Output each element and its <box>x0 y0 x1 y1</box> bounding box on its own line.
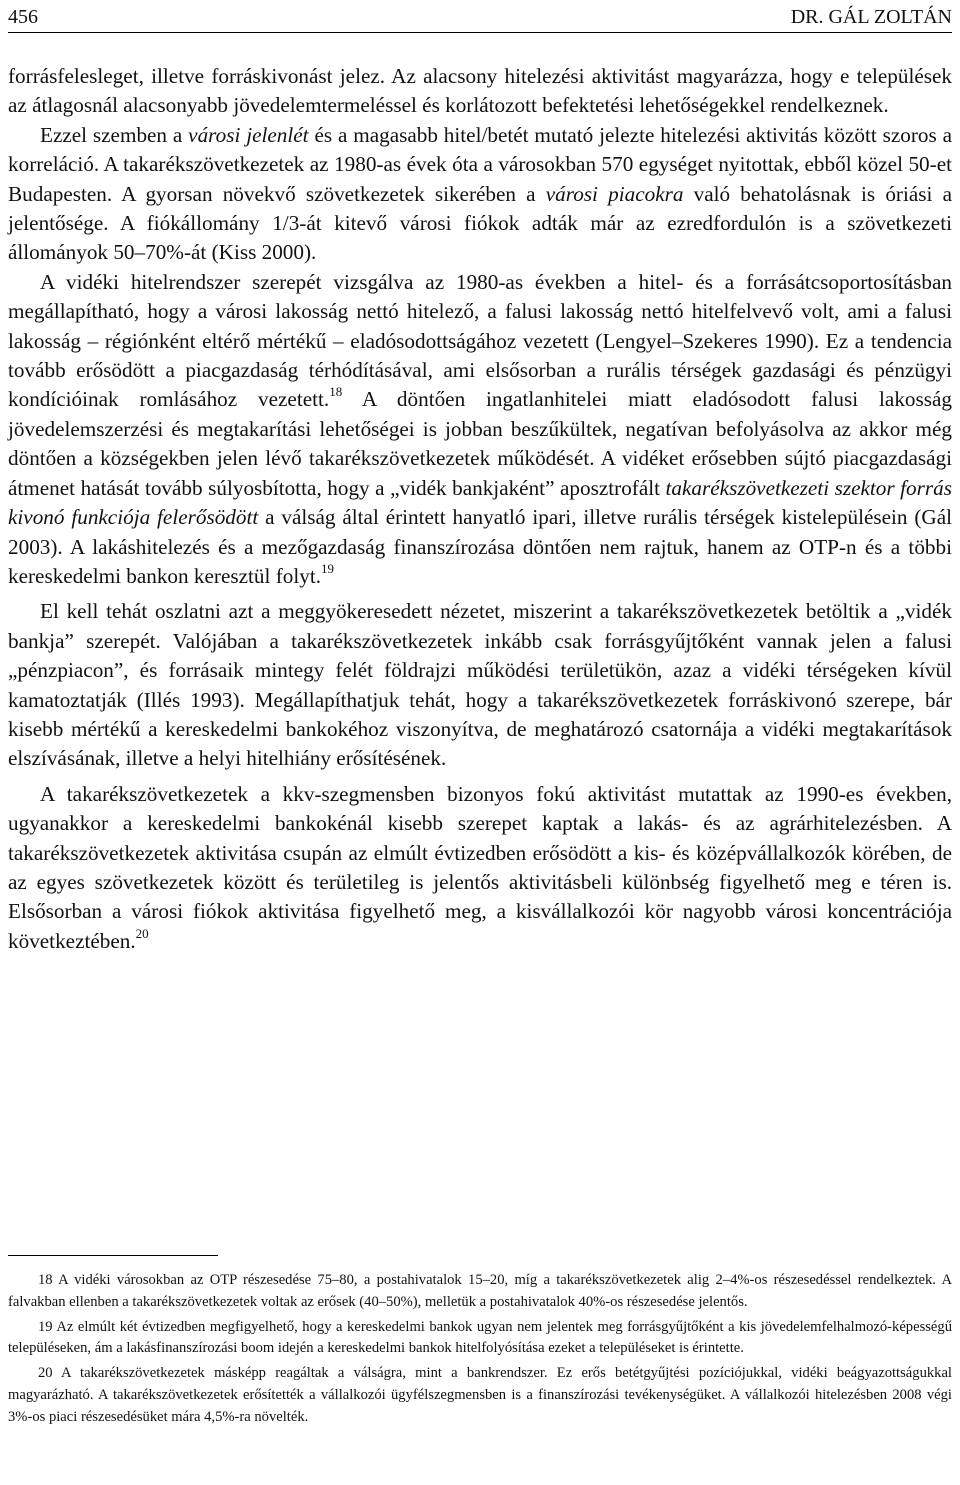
page-number: 456 <box>8 6 38 28</box>
paragraph-3-emphasis: takarékszövetkezeti szektor forrás kivonó funkciója felerősödött <box>8 475 952 530</box>
footnote-ref-20[interactable]: 20 <box>135 925 149 941</box>
footnote-20: 20 A takarékszövetkezetek másképp reagáltak a válságra, mint a bankrendszer. Ez erős betétgyűjtési pozíciójukkal, vidéki beágyazottságukkal magyarázható. A takarékszövetkezetek erősítették a vállalkozói ügyfélszegmensben is a finanszírozási tevékenységüket. A vállalkozói hitelezésben 2008 végi 3%-os piaci részesedésüket mára 4,5%-ra növelték. <box>8 1365 952 1425</box>
paragraph-2-text-b: és a magasabb hitel/betét mutató jelezte hitelezési aktivitás között szoros a korreláció. A takarékszövetkezetek az 1980-as évek óta a városokban 570 egységet nyitottak, ebből közel 50-et Budapesten. A gyorsan növekvő szövetkezetek sikerében a <box>8 122 952 206</box>
paragraph-4: El kell tehát oszlatni azt a meggyökeresedett nézetet, miszerint a takarékszövetkezetek betöltik a „vidék bankja” szerepét. Valójában a takarékszövetkezetek inkább csak forrásgyűjtőként vannak jelen a falusi „pénzpiacon”, és forrásaik mintegy felét földrajzi működési területükön, azaz a vidéki térségeken kívül kamatoztatják (Illés 1993). Megállapíthatjuk tehát, hogy a takarékszövetkezetek forráskivonó szerepe, bár kisebb mértékű a kereskedelmi bankokéhoz viszonyítva, de meghatározó csatornája a vidéki megtakarítások elszívásának, illetve a helyi hitelhiány erősítésének. <box>8 599 952 771</box>
footnote-18: 18 A vidéki városokban az OTP részesedése 75–80, a postahivatalok 15–20, míg a takarékszövetkezetek alig 2–4%-os részesedéssel rendelkeztek. A falvakban ellenben a takarékszövetkezetek voltak az erősek (40–50%), melletük a postahivatalok 40%-os részesedése jelentős. <box>8 1272 952 1310</box>
footnote-ref-18[interactable]: 18 <box>329 384 343 400</box>
paragraph-2 <box>8 121 952 268</box>
footnotes <box>8 1270 952 1432</box>
body-text <box>8 62 952 956</box>
paragraph-3-text-c: a válság által érintett hanyatló ipari, illetve rurális térségek kistelepülésein (Gál 2003). A lakáshitelezés és a mezőgazdaság finanszírozása döntően nem rajtuk, hanem az OTP-n és a többi kereskedelmi bankon keresztül folyt. <box>8 505 952 588</box>
paragraph-3-text-a: A vidéki hitelrendszer szerepét vizsgálva az 1980-as években a hitel- és a forrásátcsoportosításban megállapítható, hogy a városi lakosság nettó hitelező, a falusi lakosság nettó hitelfelvevő volt, ami a falusi lakosság – régiónként eltérő mértékű – eladósodottságához vezetett (Lengyel–Szekeres 1990). Ez a tendencia tovább erősödött a piacgazdaság térhódításával, ami elsősorban a rurális térségek gazdasági és pénzügyi kondícióinak romlásához vezetett. <box>8 269 952 412</box>
footnote-ref-19[interactable]: 19 <box>321 560 335 576</box>
running-head-author: DR. GÁL ZOLTÁN <box>790 6 952 28</box>
paragraph-2-text-a: Ezzel szemben a <box>40 122 189 147</box>
paragraph-5-text: A takarékszövetkezetek a kkv-szegmensben bizonyos fokú aktivitást mutattak az 1990-es években, ugyanakkor a kereskedelmi bankokénál kisebb szerepet kaptak a lakás- és az agrárhitelezésben. A takarékszövetkezetek aktivitása csupán az elmúlt évtizedben erősödött a kis- és középvállalkozók körében, de az egyes szövetkezetek között és területileg is jelentős aktivitásbeli különbség figyelhető meg e téren is. Elsősorban a városi fiókok aktivitása figyelhető meg, a kisvállalkozói kör nagyobb városi koncentrációja következtében. <box>8 781 952 953</box>
paragraph-2-emphasis-1: városi jelenlét <box>188 122 309 147</box>
paragraph-3-text-b: A döntően ingatlanhitelei miatt eladósodott falusi lakosság jövedelemszerzési és megtakarítási lehetőségei is jobban beszűkültek, negatívan befolyásolva az akkor még döntően a községekben jelen lévő takarékszövetkezetek működését. A vidéket erősebben sújtó piacgazdasági átmenet hatását tovább súlyosbította, hogy a „vidék bankjaként” aposztrofált <box>8 387 952 500</box>
footnote-separator <box>8 1255 218 1256</box>
footnote-19: 19 Az elmúlt két évtizedben megfigyelhető, hogy a kereskedelmi bankok ugyan nem jelentek meg forrásgyűjtőként a kis jövedelemfelhalmozó-képességű településeken, ám a lakásfinanszírozási boom idején a kereskedelmi bankok hitelfolyósítása ezeket a településeket is érintette. <box>8 1318 952 1357</box>
paragraph-2-emphasis-2: városi piacokra <box>545 181 684 206</box>
paragraph-3 <box>8 268 952 591</box>
paragraph-1: forrásfelesleget, illetve forráskivonást jelez. Az alacsony hitelezési aktivitást magyarázza, hogy e települések az átlagosnál alacsonyabb jövedelemtermeléssel és korlátozott befektetési lehetőségekkel rendelkeznek. <box>8 64 952 118</box>
paragraph-5 <box>8 780 952 956</box>
page-header <box>8 2 952 33</box>
paragraph-2-text-c: való behatolásnak is óriási a jelentősége. A fiókállomány 1/3-át kitevő városi fiókok adták már az ezredfordulón is a szövetkezeti állományok 50–70%-át (Kiss 2000). <box>8 181 952 265</box>
